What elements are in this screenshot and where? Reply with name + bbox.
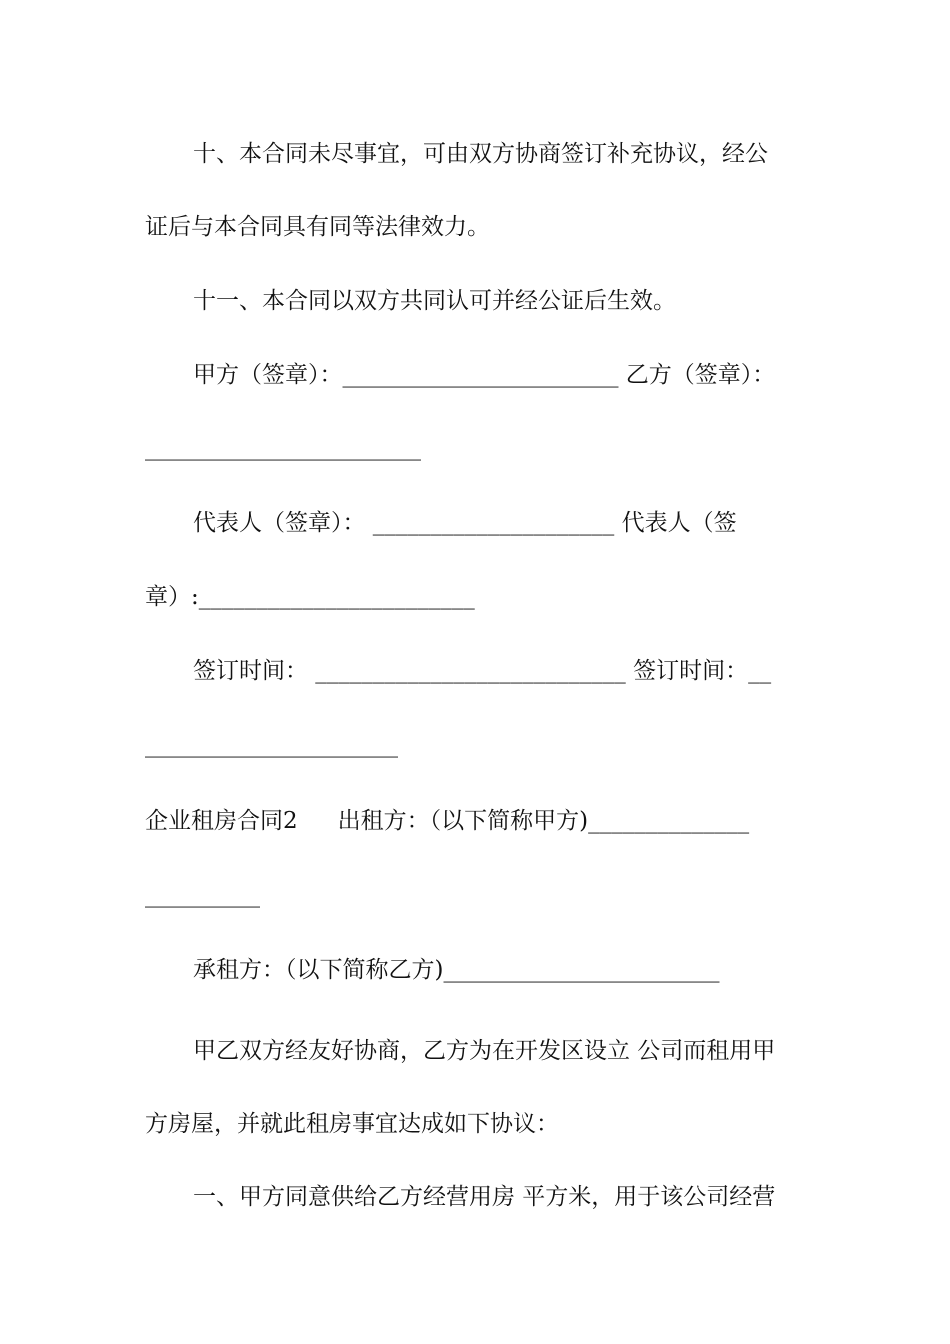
clause-ten-line-1: 十、本合同未尽事宜，可由双方协商签订补充协议，经公 [193, 141, 768, 167]
party-b-signature-blank: ________________________ [145, 435, 421, 461]
signing-date-line: 签订时间： ___________________________ 签订时间：__ [193, 658, 772, 684]
clause-ten-line-2: 证后与本合同具有同等法律效力。 [145, 214, 490, 240]
representative-signature-blank: 章）:________________________ [145, 584, 475, 610]
lessor-label: 出租方：（以下简称甲方)______________ [337, 808, 750, 834]
clause-eleven: 十一、本合同以双方共同认可并经公证后生效。 [193, 288, 676, 314]
representative-signature-line: 代表人（签章）： _____________________ 代表人（签 [193, 510, 737, 536]
preamble-line-1: 甲乙双方经友好协商，乙方为在开发区设立 公司而租用甲 [193, 1038, 776, 1064]
signing-date-blank: ______________________ [145, 732, 398, 758]
clause-one-line-1: 一、甲方同意供给乙方经营用房 平方米，用于该公司经营 [193, 1184, 776, 1210]
party-a-signature-line: 甲方（签章）：________________________ 乙方（签章）： [193, 362, 776, 388]
preamble-line-2: 方房屋，并就此租房事宜达成如下协议： [145, 1111, 559, 1137]
contract-2-header [145, 806, 749, 836]
contract-2-title: 企业租房合同2 [145, 808, 298, 834]
lessor-blank: __________ [145, 882, 260, 908]
lessee-line: 承租方：（以下简称乙方)________________________ [193, 957, 720, 983]
